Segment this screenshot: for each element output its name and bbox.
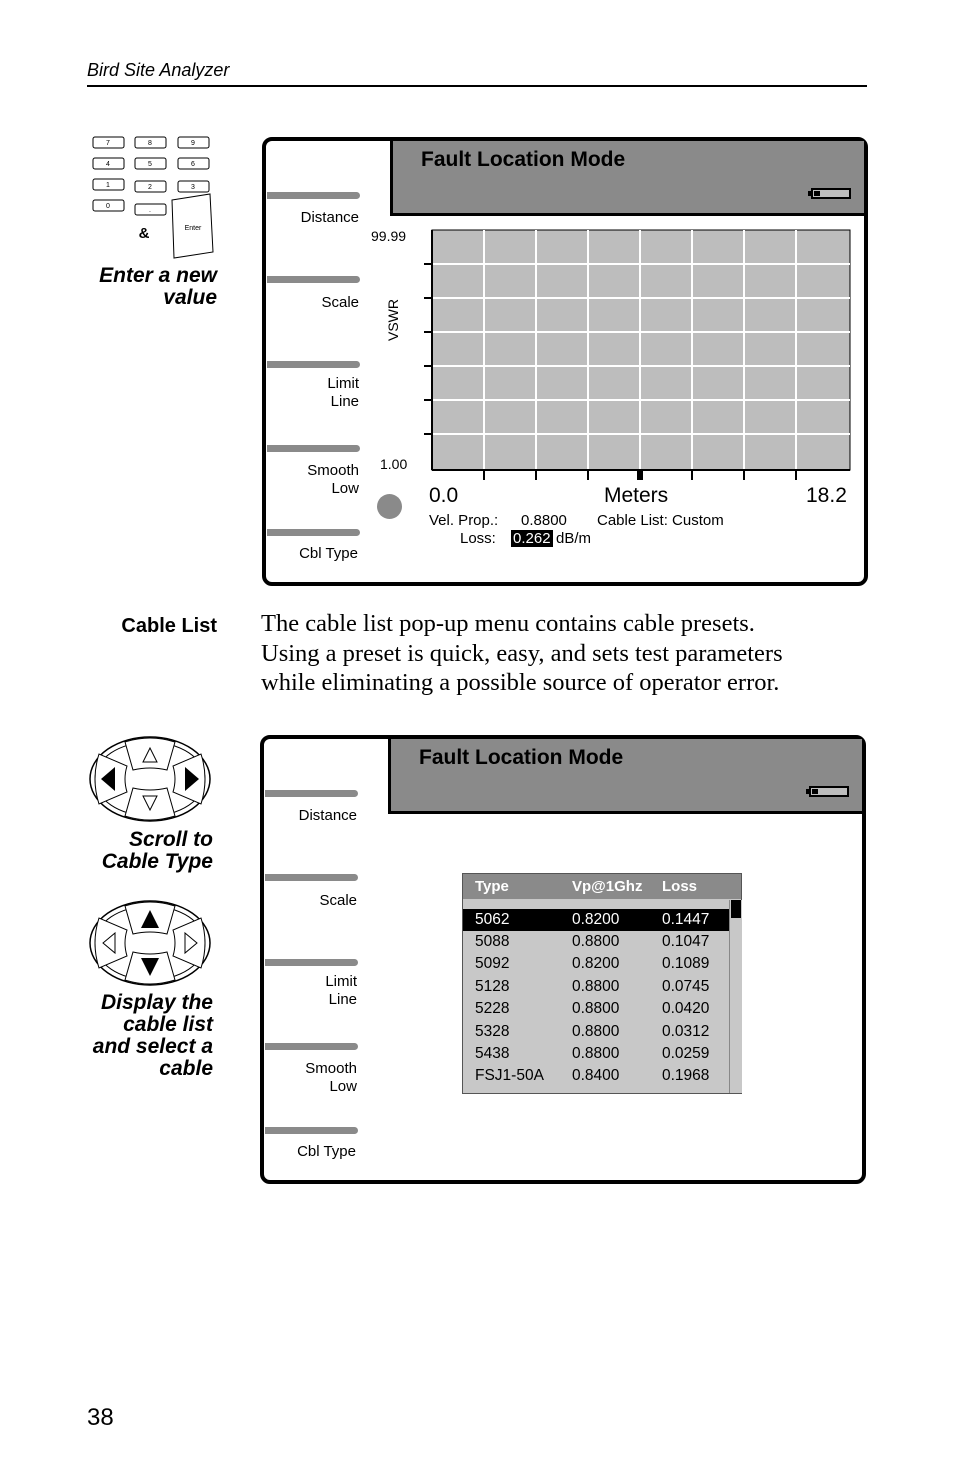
key-1: 1 — [106, 182, 110, 189]
loss-value-field[interactable]: 0.262 — [513, 530, 551, 547]
x-axis-start: 0.0 — [429, 484, 459, 507]
softkey-distance[interactable] — [267, 192, 360, 199]
key-7: 7 — [106, 140, 110, 147]
running-header: Bird Site Analyzer — [87, 60, 230, 80]
table-row[interactable]: 5128 0.8800 0.0745 — [475, 978, 710, 995]
softkey-smooth[interactable] — [267, 445, 360, 452]
softkey-label-scale: Scale — [321, 294, 359, 311]
caption-enter-value: Enter a new value — [99, 264, 217, 309]
battery-icon — [811, 188, 851, 199]
column-header-vp: Vp@1Ghz — [572, 878, 643, 895]
keypad-illustration — [90, 134, 220, 262]
x-axis-end: 18.2 — [806, 484, 847, 507]
key-4: 4 — [106, 161, 110, 168]
key-6: 6 — [191, 161, 195, 168]
key-5: 5 — [148, 161, 152, 168]
key-dot: . — [149, 207, 151, 214]
key-2: 2 — [148, 184, 152, 191]
key-9: 9 — [191, 140, 195, 147]
cable-list-popup[interactable] — [462, 873, 742, 1094]
scrollbar-thumb[interactable] — [731, 900, 741, 918]
softkey-label-distance: Distance — [298, 807, 357, 824]
y-axis-min: 1.00 — [380, 456, 408, 472]
popup-header — [463, 874, 741, 899]
keypad-icon — [90, 134, 220, 262]
table-row[interactable]: 5228 0.8800 0.0420 — [475, 1000, 710, 1017]
screen-title: Fault Location Mode — [419, 746, 624, 769]
key-3: 3 — [191, 184, 195, 191]
column-header-type: Type — [475, 878, 509, 895]
softkey-label-limit-line: Limit Line — [327, 375, 359, 410]
softkey-label-smooth: Smooth Low — [307, 462, 359, 497]
table-row[interactable]: 5092 0.8200 0.1089 — [475, 955, 710, 972]
screen-fault-location-chart — [262, 137, 868, 586]
softkey-label-limit-line: Limit Line — [325, 973, 357, 1008]
title-bar — [390, 141, 864, 216]
table-row[interactable]: 5438 0.8800 0.0259 — [475, 1045, 710, 1062]
softkey-label-cbl-type: Cbl Type — [299, 545, 358, 562]
softkey-cbl-type[interactable] — [267, 529, 360, 536]
section-label-cable-list: Cable List — [121, 615, 217, 637]
arrow-pad-left-right-icon — [87, 734, 213, 824]
screen-title: Fault Location Mode — [421, 148, 626, 171]
cable-list-status: Cable List: Custom — [597, 512, 724, 529]
softkey-limit-line[interactable] — [267, 361, 360, 368]
y-axis-ticks — [424, 264, 432, 434]
popup-scrollbar[interactable] — [729, 900, 742, 1093]
key-symbol: & — [138, 225, 150, 242]
loss-unit: dB/m — [556, 530, 592, 547]
column-header-loss: Loss — [662, 878, 698, 895]
softkey-label-scale: Scale — [319, 892, 357, 909]
vel-prop-label: Vel. Prop.: — [429, 512, 499, 529]
marker-dot-icon — [377, 494, 402, 519]
arrow-pad-left-right — [87, 734, 213, 824]
key-0: 0 — [106, 203, 110, 210]
loss-label: Loss: — [460, 530, 496, 547]
table-row[interactable]: 5088 0.8800 0.1047 — [475, 933, 710, 950]
vswr-chart — [418, 225, 854, 483]
battery-icon — [809, 786, 849, 797]
softkey-label-distance: Distance — [300, 209, 359, 226]
softkey-limit-line[interactable] — [265, 959, 358, 966]
arrow-pad-up-down — [87, 898, 213, 988]
softkey-smooth[interactable] — [265, 1043, 358, 1050]
y-axis-max: 99.99 — [371, 228, 407, 244]
key-8: 8 — [148, 140, 152, 147]
softkey-label-smooth: Smooth Low — [305, 1060, 357, 1095]
softkey-label-cbl-type: Cbl Type — [297, 1143, 356, 1160]
softkey-distance[interactable] — [265, 790, 358, 797]
table-row[interactable]: FSJ1-50A 0.8400 0.1968 — [475, 1067, 710, 1084]
vel-prop-value: 0.8800 — [521, 512, 567, 529]
section-body-paragraph: The cable list pop-up menu contains cable presets. Using a preset is quick, easy, and sets test parameters while eliminating a possible source of operator error. — [261, 610, 783, 696]
softkey-scale[interactable] — [265, 874, 358, 881]
x-axis-unit: Meters — [604, 484, 669, 507]
y-axis-label: VSWR — [385, 299, 401, 341]
title-bar — [388, 739, 862, 814]
caption-display-list: Display the cable list and select a cable — [92, 991, 213, 1080]
x-axis-center-marker — [637, 470, 643, 480]
page-number: 38 — [87, 1404, 114, 1431]
softkey-cbl-type[interactable] — [265, 1127, 358, 1134]
softkey-scale[interactable] — [267, 276, 360, 283]
table-row[interactable]: 5328 0.8800 0.0312 — [475, 1023, 710, 1040]
header-rule — [87, 85, 867, 87]
arrow-pad-up-down-icon — [87, 898, 213, 988]
table-row[interactable]: 5062 0.8200 0.1447 — [463, 909, 729, 931]
caption-scroll-to: Scroll to Cable Type — [101, 828, 213, 873]
key-enter: Enter — [184, 225, 202, 232]
